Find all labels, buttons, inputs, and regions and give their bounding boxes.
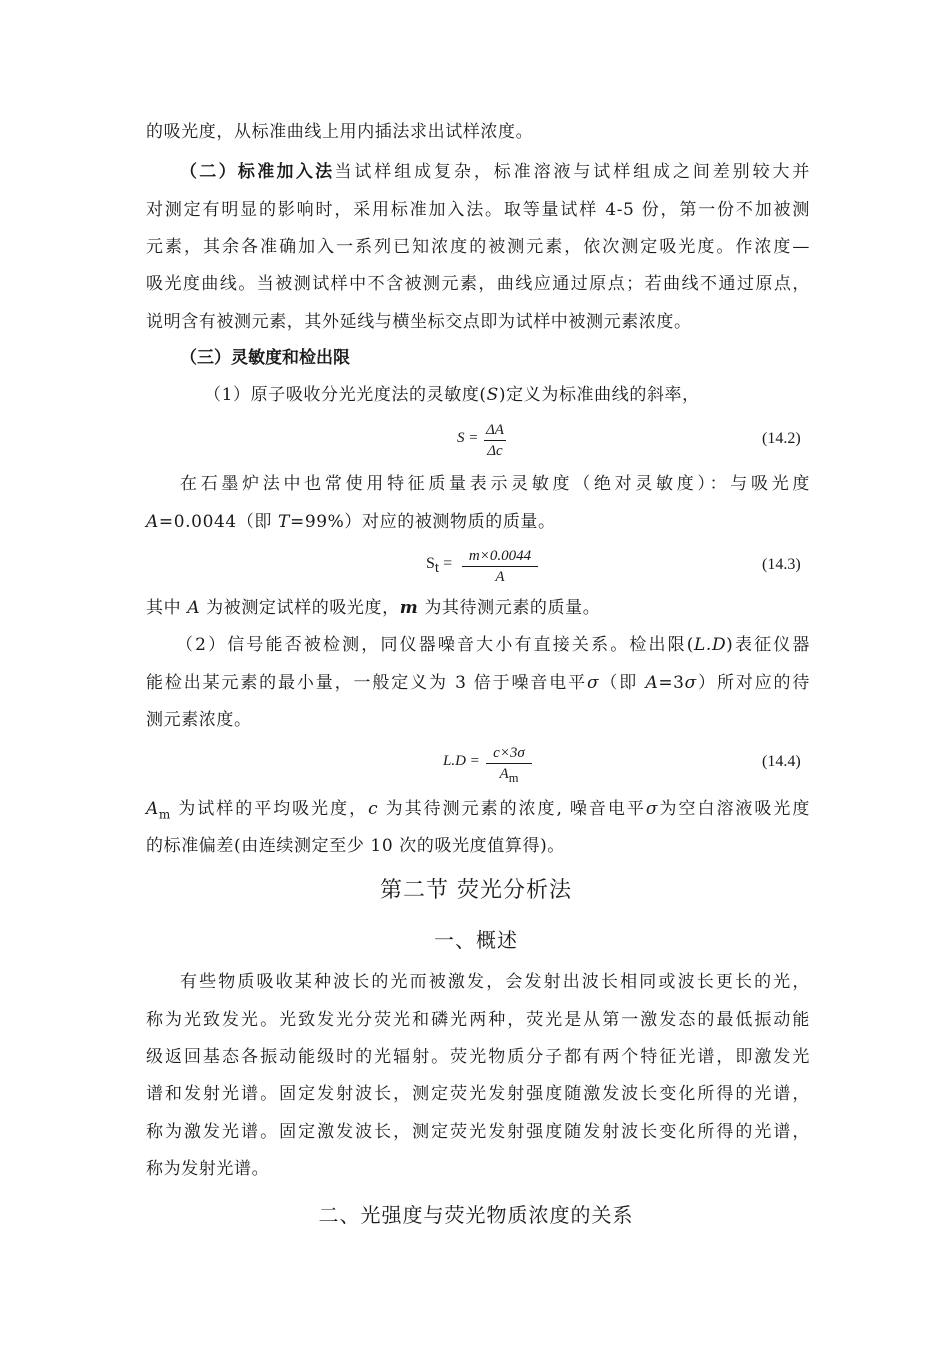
variable: A (146, 512, 159, 532)
text-span: 为试样的平均吸光度， (170, 799, 369, 819)
fraction-numerator (486, 744, 532, 764)
lhs-subscript: t (434, 560, 440, 577)
variable: A (146, 799, 159, 819)
paragraph-text: 当试样组成复杂，标准溶液与试样组成之间差别较大并 (334, 162, 811, 182)
paragraph-line (146, 510, 810, 534)
variable-subscript: m (158, 807, 171, 822)
text-span: 能检出某元素的最小量，一般定义为 3 倍于噪音电平 (146, 673, 587, 693)
paragraph-line: 有些物质吸收某种波长的光而被激发，会发射出波长相同或波长更长的光， (180, 972, 810, 992)
text-span: （2）信号能否被检测，同仪器噪音大小有直接关系。检出限( (176, 635, 695, 655)
numerator-text: c×3σ (493, 745, 525, 761)
paragraph-line: 的标准偏差(由连续测定至少 10 次的吸光度值算得)。 (146, 836, 565, 856)
paragraph-line: 说明含有被测元素，其外延线与横坐标交点即为试样中被测元素浓度。 (146, 312, 692, 332)
paragraph-line: 测元素浓度。 (146, 710, 252, 730)
variable: S (486, 385, 499, 405)
denominator-subscript: m (508, 771, 519, 785)
sigma-symbol: σ (586, 673, 600, 693)
fraction-numerator (462, 547, 538, 567)
section-heading: （二）标准加入法 (180, 162, 335, 182)
equation-number: (14.3) (762, 556, 801, 573)
text-span: )定义为标准曲线的斜率， (498, 385, 700, 405)
lhs-text: L.D = (443, 753, 480, 769)
text-span: （1）原子吸收分光光度法的灵敏度( (204, 385, 487, 405)
equation-fraction (486, 744, 532, 787)
fraction-numerator (484, 421, 506, 441)
variable: L.D (694, 635, 727, 655)
sigma-symbol: σ (645, 799, 659, 819)
text-span: =99%）对应的被测物质的质量。 (289, 512, 556, 532)
equation-number: (14.4) (762, 753, 801, 770)
fraction-denominator (462, 567, 538, 586)
variable: c (368, 799, 379, 819)
equation-lhs (457, 430, 478, 447)
equation-lhs (426, 555, 452, 577)
paragraph-line: 对测定有明显的影响时，采用标准加入法。取等量试样 4-5 份，第一份不加被测 (146, 200, 810, 220)
text-span: 为其待测元素的浓度, 噪音电平 (378, 799, 646, 819)
text-span: =0.0044（即 (158, 512, 279, 532)
paragraph-line: 吸光度曲线。当被测试样中不含被测元素，曲线应通过原点；若曲线不通过原点， (146, 274, 810, 294)
paragraph-line: 级返回基态各振动能级时的光辐射。荧光物质分子都有两个特征光谱，即激发光 (146, 1047, 810, 1067)
subsection-title: 一、概述 (434, 928, 518, 952)
numerator-text: m×0.0044 (468, 548, 532, 564)
equation-fraction (462, 547, 538, 586)
paragraph-line (146, 671, 810, 695)
text-span: 其中 (146, 598, 188, 618)
numerator-text: ΔA (486, 422, 504, 438)
text-span: （即 (599, 673, 646, 693)
paragraph-line (204, 383, 810, 407)
paragraph-line: 的吸光度，从标准曲线上用内插法求出试样浓度。 (146, 122, 534, 142)
text-span: 为被测定试样的吸光度， (200, 598, 400, 618)
variable: A (187, 598, 201, 618)
paragraph-line: 谱和发射光谱。固定发射波长，测定荧光发射强度随激发波长变化所得的光谱， (146, 1084, 810, 1104)
denominator-main: A (499, 766, 509, 782)
section-heading: （三）灵敏度和检出限 (180, 348, 350, 368)
lhs-main: S (426, 555, 435, 572)
text-span: ）所对应的待 (696, 673, 810, 693)
paragraph-line: 称为发射光谱。 (146, 1159, 270, 1179)
sigma-symbol: σ (684, 673, 697, 693)
equation-lhs (443, 753, 480, 770)
text-span: =3 (658, 673, 685, 693)
equals-sign: = (439, 555, 453, 572)
paragraph-line (146, 797, 810, 826)
paragraph-line: 在石墨炉法中也常使用特征质量表示灵敏度（绝对灵敏度）：与吸光度 (180, 474, 810, 494)
text-span: 为空白溶液吸光度 (658, 799, 810, 819)
equation-lhs-text: S = (457, 430, 479, 446)
text-span: )表征仪器 (726, 635, 810, 655)
subsection-title: 二、光强度与荧光物质浓度的关系 (318, 1203, 634, 1227)
equation-fraction (484, 421, 506, 460)
fraction-denominator (486, 764, 532, 787)
denominator-text: A (495, 569, 505, 585)
variable: T (278, 512, 290, 532)
paragraph-line: 称为激发光谱。固定激发波长，测定荧光发射强度随发射波长变化所得的光谱， (146, 1122, 810, 1142)
paragraph-line (146, 596, 810, 620)
fraction-denominator (484, 441, 506, 460)
equation-number: (14.2) (762, 430, 801, 447)
text-span: 为其待测元素的质量。 (418, 598, 601, 618)
paragraph-line: 元素，其余各准确加入一系列已知浓度的被测元素，依次测定吸光度。作浓度— (146, 237, 810, 257)
paragraph-line (180, 160, 810, 184)
section-title: 第二节 荧光分析法 (380, 878, 572, 903)
paragraph-line: 称为光致发光。光致发光分荧光和磷光两种，荧光是从第一激发态的最低振动能 (146, 1010, 810, 1030)
variable: A (645, 673, 659, 693)
paragraph-line (176, 633, 810, 657)
variable: m (399, 598, 419, 618)
denominator-text: Δc (487, 443, 503, 459)
